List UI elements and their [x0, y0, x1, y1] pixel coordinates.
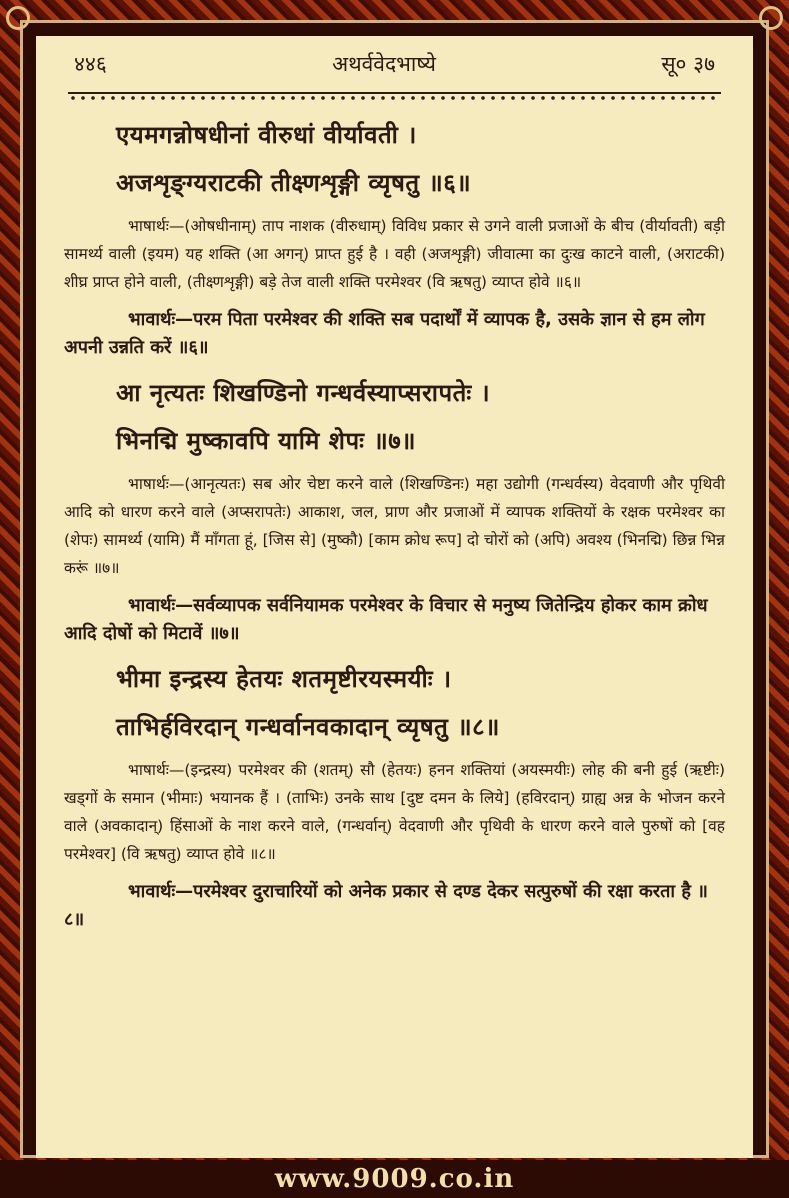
bhasharth-paragraph: भाषार्थः—(ओषधीनाम्) ताप नाशक (वीरुधाम्) विविध प्रकार से उगने वाली प्रजाओं के बीच (वीर्यावती) बड़ी सामर्थ्य वाली (इयम) यह शक्ति (आ अगन्) प्राप्त हुई है । वही (अजशृङ्गी) जीवात्मा का दुःख काटने वाली, (अराटकी) शीघ्र प्राप्त होने वाली, (तीक्ष्णशृङ्गी) बड़े तेज वाली शक्ति परमेश्वर (वि ऋषतु) व्याप्त होवे ॥६॥	[64, 217, 725, 291]
page-content	[64, 116, 725, 934]
page-number: ४४६	[74, 52, 107, 76]
verse-line: भिनद्मि मुष्कावपि यामि शेपः ॥७॥	[116, 426, 417, 455]
sukta-number: सू० ३७	[661, 52, 715, 76]
book-page	[36, 36, 753, 1158]
bhasharth-paragraph: भाषार्थः—(आनृत्यतः) सब ओर चेष्टा करने वाले (शिखण्डिनः) महा उद्योगी (गन्धर्वस्य) वेदवाणी और पृथिवी आदि को धारण करने वाले (अप्सरापतेः) आकाश, जल, प्राण और प्रजाओं में व्यापक शक्तियों के रक्षक परमेश्वर का (शेपः) सामर्थ्य (यामि) मैं माँगता हूं, [जिस से] (मुष्कौ) [काम क्रोध रूप] दो चोरों को (अपि) अवश्य (भिनद्मि) छिन्न भिन्न करूं ॥७॥	[64, 475, 725, 577]
bhavarth-paragraph: भावार्थः—परमेश्वर दुराचारियों को अनेक प्रकार से दण्ड देकर सत्पुरुषों की रक्षा करता है ॥८॥	[64, 881, 708, 930]
website-link[interactable]: www.9009.co.in	[274, 1164, 515, 1194]
ornament-icon	[6, 6, 30, 30]
bhasharth-paragraph: भाषार्थः—(इन्द्रस्य) परमेश्वर की (शतम्) सौ (हेतयः) हनन शक्तियां (अयस्मयीः) लोह की बनी हुई (ऋष्टीः) खड्गों के समान (भीमाः) भयानक हैं । (ताभिः) उनके साथ [दुष्ट दमन के लिये] (हविरदान्) ग्राह्य अन्न के भोजन करने वाले (अवकादान्) हिंसाओं के नाश करने वाले, (गन्धर्वान्) वेदवाणी और पृथिवी के धारण करने वाले पुरुषों को [वह परमेश्वर] (वि ऋषतु) व्याप्त होवे ॥८॥	[64, 761, 725, 863]
verse-line: अजशृङ्ग्यराटकी तीक्ष्णशृङ्गी व्यृषतु ॥६॥	[116, 168, 472, 197]
bhavarth-paragraph: भावार्थः—सर्वव्यापक सर्वनियामक परमेश्वर के विचार से मनुष्य जितेन्द्रिय होकर काम क्रोध आदि दोषों को मिटावें ॥७॥	[64, 595, 708, 644]
page-header	[64, 36, 725, 92]
ornament-icon	[759, 6, 783, 30]
verse-line: आ नृत्यतः शिखण्डिनो गन्धर्वस्याप्सरापतेः ।	[116, 378, 491, 407]
bhavarth-paragraph: भावार्थः—परम पिता परमेश्वर की शक्ति सब पदार्थों में व्यापक है, उसके ज्ञान से हम लोग अपनी उन्नति करें ॥६॥	[64, 309, 705, 358]
verse-line: ताभिर्हविरदान् गन्धर्वानवकादान् व्यृषतु ॥८॥	[116, 712, 500, 741]
verse-line: एयमगन्नोषधीनां वीरुधां वीर्यावती ।	[116, 120, 417, 149]
header-divider	[68, 92, 721, 102]
book-title: अथर्ववेदभाष्ये	[332, 52, 436, 76]
verse-line: भीमा इन्द्रस्य हेतयः शतमृष्टीरयस्मयीः ।	[116, 664, 452, 693]
footer-banner	[0, 1160, 789, 1198]
